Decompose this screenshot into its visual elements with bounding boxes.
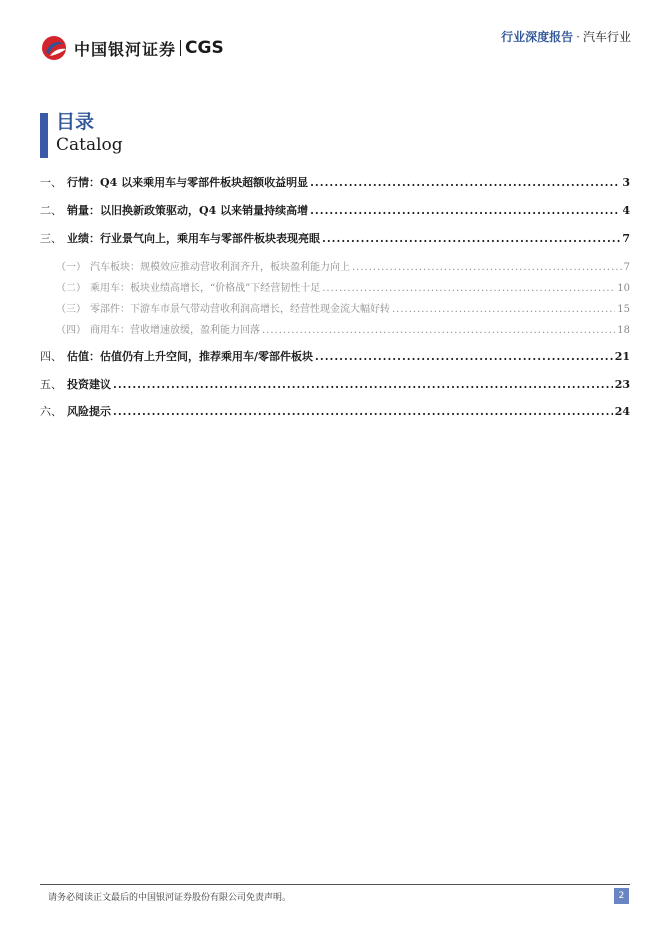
toc-subentry-page: 18 <box>617 325 630 336</box>
toc-dot-leader <box>310 204 620 217</box>
report-category <box>501 28 631 45</box>
catalog-title-en: Catalog <box>56 135 123 155</box>
toc-entry-page: 4 <box>622 204 630 217</box>
toc-entry[interactable] <box>40 230 630 246</box>
toc-entry-label: 估值：估值仍有上升空间，推荐乘用车/零部件板块 <box>67 350 314 363</box>
toc-entry-number: 六、 <box>40 405 62 418</box>
industry-name: 汽车行业 <box>582 30 631 44</box>
toc-entry-page: 24 <box>614 405 630 418</box>
toc-entry[interactable] <box>40 403 630 419</box>
logo-english-name: CGS <box>185 38 224 58</box>
toc-entry-label: 行情：Q4 以来乘用车与零部件板块超额收益明显 <box>67 176 309 189</box>
toc-subentry-page: 7 <box>623 262 630 273</box>
toc-subentry-number: （三） <box>56 304 86 315</box>
page-header <box>0 0 662 70</box>
title-accent-bar <box>40 113 48 158</box>
toc-subentry[interactable] <box>40 258 630 273</box>
toc-subentry[interactable] <box>40 279 630 294</box>
toc-entry-label: 投资建议 <box>67 378 111 391</box>
toc-entry-label: 销量：以旧换新政策驱动，Q4 以来销量持续高增 <box>67 204 309 217</box>
toc-entry-number: 二、 <box>40 204 62 217</box>
toc-entry-page: 7 <box>622 232 630 245</box>
toc-dot-leader <box>113 405 613 418</box>
toc-entry-number: 四、 <box>40 350 62 363</box>
toc-dot-leader <box>392 304 615 315</box>
toc-entry[interactable] <box>40 376 630 392</box>
toc-entry-page: 23 <box>614 378 630 391</box>
toc-subentry-page: 15 <box>617 304 630 315</box>
footer-divider <box>40 884 630 885</box>
toc-dot-leader <box>310 176 620 189</box>
toc-subentry-number: （四） <box>56 325 86 336</box>
toc-subentry-label: 汽车板块：规模效应推动营收利润齐升，板块盈利能力向上 <box>90 262 350 273</box>
toc-subentry-number: （一） <box>56 262 86 273</box>
cgs-logo-icon <box>40 34 70 62</box>
toc-subentry-page: 10 <box>617 283 630 294</box>
toc-subentry-label: 商用车：营收增速放缓，盈利能力回落 <box>90 325 260 336</box>
toc-subentry[interactable] <box>40 321 630 336</box>
toc-entry-page: 21 <box>614 350 630 363</box>
toc-subentry-label: 乘用车：板块业绩高增长，“价格战”下经营韧性十足 <box>90 283 321 294</box>
toc-dot-leader <box>322 232 620 245</box>
toc-entry[interactable] <box>40 348 630 364</box>
logo-divider <box>180 40 181 56</box>
toc-dot-leader <box>113 378 613 391</box>
toc-subentry-label: 零部件：下游车市景气带动营收利润高增长，经营性现金流大幅好转 <box>90 304 390 315</box>
catalog-title-cn: 目录 <box>56 111 95 133</box>
toc-entry-number: 三、 <box>40 232 62 245</box>
toc-dot-leader <box>315 350 613 363</box>
toc-entry-number: 一、 <box>40 176 62 189</box>
toc-subentry[interactable] <box>40 300 630 315</box>
toc-entry-label: 风险提示 <box>67 405 111 418</box>
toc-entry[interactable] <box>40 202 630 218</box>
toc-entry-page: 3 <box>622 176 630 189</box>
toc-dot-leader <box>262 325 615 336</box>
page-number-badge: 2 <box>614 888 629 904</box>
report-type: 行业深度报告 <box>501 30 574 44</box>
toc-subentry-number: （二） <box>56 283 86 294</box>
toc-entry[interactable] <box>40 174 630 190</box>
logo-chinese-name: 中国银河证券 <box>74 39 177 59</box>
toc-dot-leader <box>352 262 622 273</box>
toc-dot-leader <box>322 283 615 294</box>
toc-entry-number: 五、 <box>40 378 62 391</box>
toc-entry-label: 业绩：行业景气向上，乘用车与零部件板块表现亮眼 <box>67 232 320 245</box>
company-logo <box>40 34 224 62</box>
footer-disclaimer: 请务必阅读正文最后的中国银河证券股份有限公司免责声明。 <box>48 893 292 903</box>
header-separator: · <box>576 30 580 44</box>
